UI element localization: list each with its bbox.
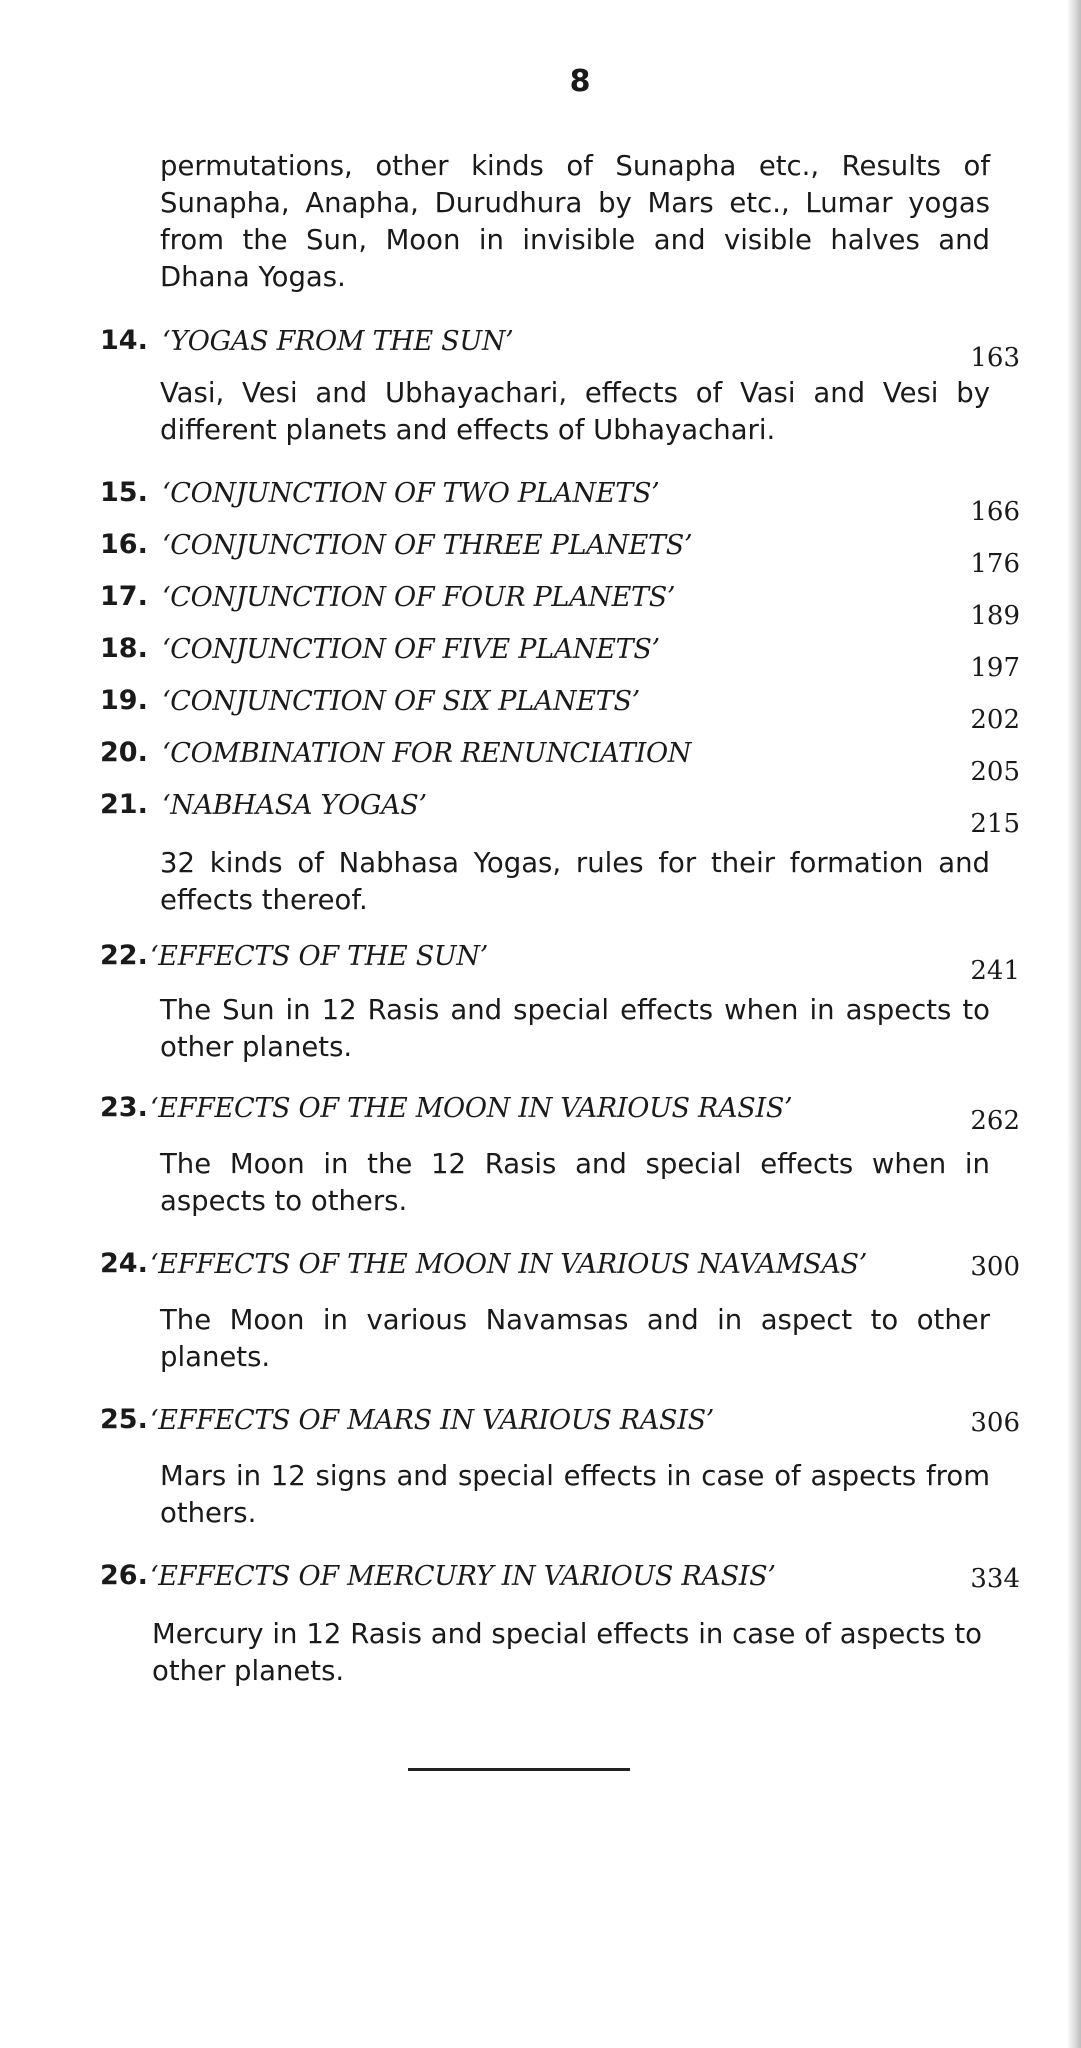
entry-description-23: The Moon in the 12 Rasis and special effects when in aspects to others. [160, 1148, 990, 1217]
entry-page: 300 [970, 1252, 1020, 1282]
entry-title: ‘CONJUNCTION OF SIX PLANETS’ [162, 686, 640, 717]
entry-number: 24. [100, 1248, 148, 1279]
entry-number: 25. [100, 1404, 148, 1435]
entry-page: 241 [970, 956, 1020, 986]
toc-entry-20 [100, 737, 1020, 787]
entry-page: 197 [970, 653, 1020, 683]
toc-entry-24 [100, 1248, 1020, 1288]
toc-entry-15 [100, 477, 1020, 527]
entry-number: 22. [100, 940, 148, 971]
entry-title: ‘EFFECTS OF MERCURY IN VARIOUS RASIS’ [150, 1561, 776, 1592]
entry-title: ‘CONJUNCTION OF FOUR PLANETS’ [162, 582, 676, 613]
entry-number: 26. [100, 1560, 148, 1591]
entry-description-26: Mercury in 12 Rasis and special effects in case of aspects to other planets. [152, 1618, 982, 1687]
entry-description-24: The Moon in various Navamsas and in aspect to other planets. [160, 1304, 990, 1373]
entry-page: 163 [970, 343, 1020, 373]
entry-number: 16. [100, 529, 148, 560]
entry-title: ‘EFFECTS OF THE SUN’ [150, 941, 488, 972]
entry-description-25: Mars in 12 signs and special effects in case of aspects from others. [160, 1460, 990, 1529]
entry-description-21: 32 kinds of Nabhasa Yogas, rules for their formation and effects thereof. [160, 847, 990, 916]
entry-page: 189 [970, 601, 1020, 631]
entry-page: 202 [970, 705, 1020, 735]
entry-number: 20. [100, 737, 148, 768]
entry-description-22: The Sun in 12 Rasis and special effects when in aspects to other planets. [160, 994, 990, 1063]
entry-page: 166 [970, 497, 1020, 527]
entry-number: 23. [100, 1092, 148, 1123]
entry-title: ‘YOGAS FROM THE SUN’ [162, 326, 514, 357]
entry-number: 19. [100, 685, 148, 716]
toc-entry-18 [100, 633, 1020, 683]
entry-page: 334 [970, 1564, 1020, 1594]
entry-page: 215 [970, 809, 1020, 839]
page-number: 8 [569, 64, 591, 99]
toc-entry-22 [100, 940, 1020, 986]
entry-number: 14. [100, 325, 148, 356]
entry-number: 21. [100, 789, 148, 820]
toc-entry-21 [100, 789, 1020, 839]
toc-entry-16 [100, 529, 1020, 579]
entry-number: 18. [100, 633, 148, 664]
entry-title: ‘EFFECTS OF THE MOON IN VARIOUS RASIS’ [150, 1093, 793, 1124]
toc-entry-14 [100, 325, 1020, 373]
toc-entry-17 [100, 581, 1020, 631]
entry-title: ‘EFFECTS OF THE MOON IN VARIOUS NAVAMSAS’ [150, 1249, 868, 1280]
entry-title: ‘EFFECTS OF MARS IN VARIOUS RASIS’ [150, 1405, 715, 1436]
entry-title: ‘CONJUNCTION OF THREE PLANETS’ [162, 530, 693, 561]
entry-title: ‘CONJUNCTION OF FIVE PLANETS’ [162, 634, 660, 665]
entry-number: 17. [100, 581, 148, 612]
intro-description: permutations, other kinds of Sunapha etc., Results of Sunapha, Anapha, Durudhura by Mars etc., Lumar yogas from the Sun, Moon in invisible and visible halves and Dhana Yogas. [160, 150, 990, 293]
entry-page: 205 [970, 757, 1020, 787]
entry-page: 176 [970, 549, 1020, 579]
end-rule-divider [408, 1768, 630, 1771]
entry-number: 15. [100, 477, 148, 508]
entry-page: 262 [970, 1106, 1020, 1136]
entry-title: ‘CONJUNCTION OF TWO PLANETS’ [162, 478, 660, 509]
toc-entry-23 [100, 1092, 1020, 1136]
entry-page: 306 [970, 1408, 1020, 1438]
toc-entry-26 [100, 1560, 1020, 1600]
entry-description-14: Vasi, Vesi and Ubhayachari, effects of Vasi and Vesi by different planets and effects of Ubhayachari. [160, 377, 990, 446]
entry-title: ‘COMBINATION FOR RENUNCIATION [162, 738, 692, 769]
toc-entry-19 [100, 685, 1020, 735]
page-edge-shadow [1067, 0, 1081, 2048]
entry-title: ‘NABHASA YOGAS’ [162, 790, 427, 821]
toc-entry-25 [100, 1404, 1020, 1444]
